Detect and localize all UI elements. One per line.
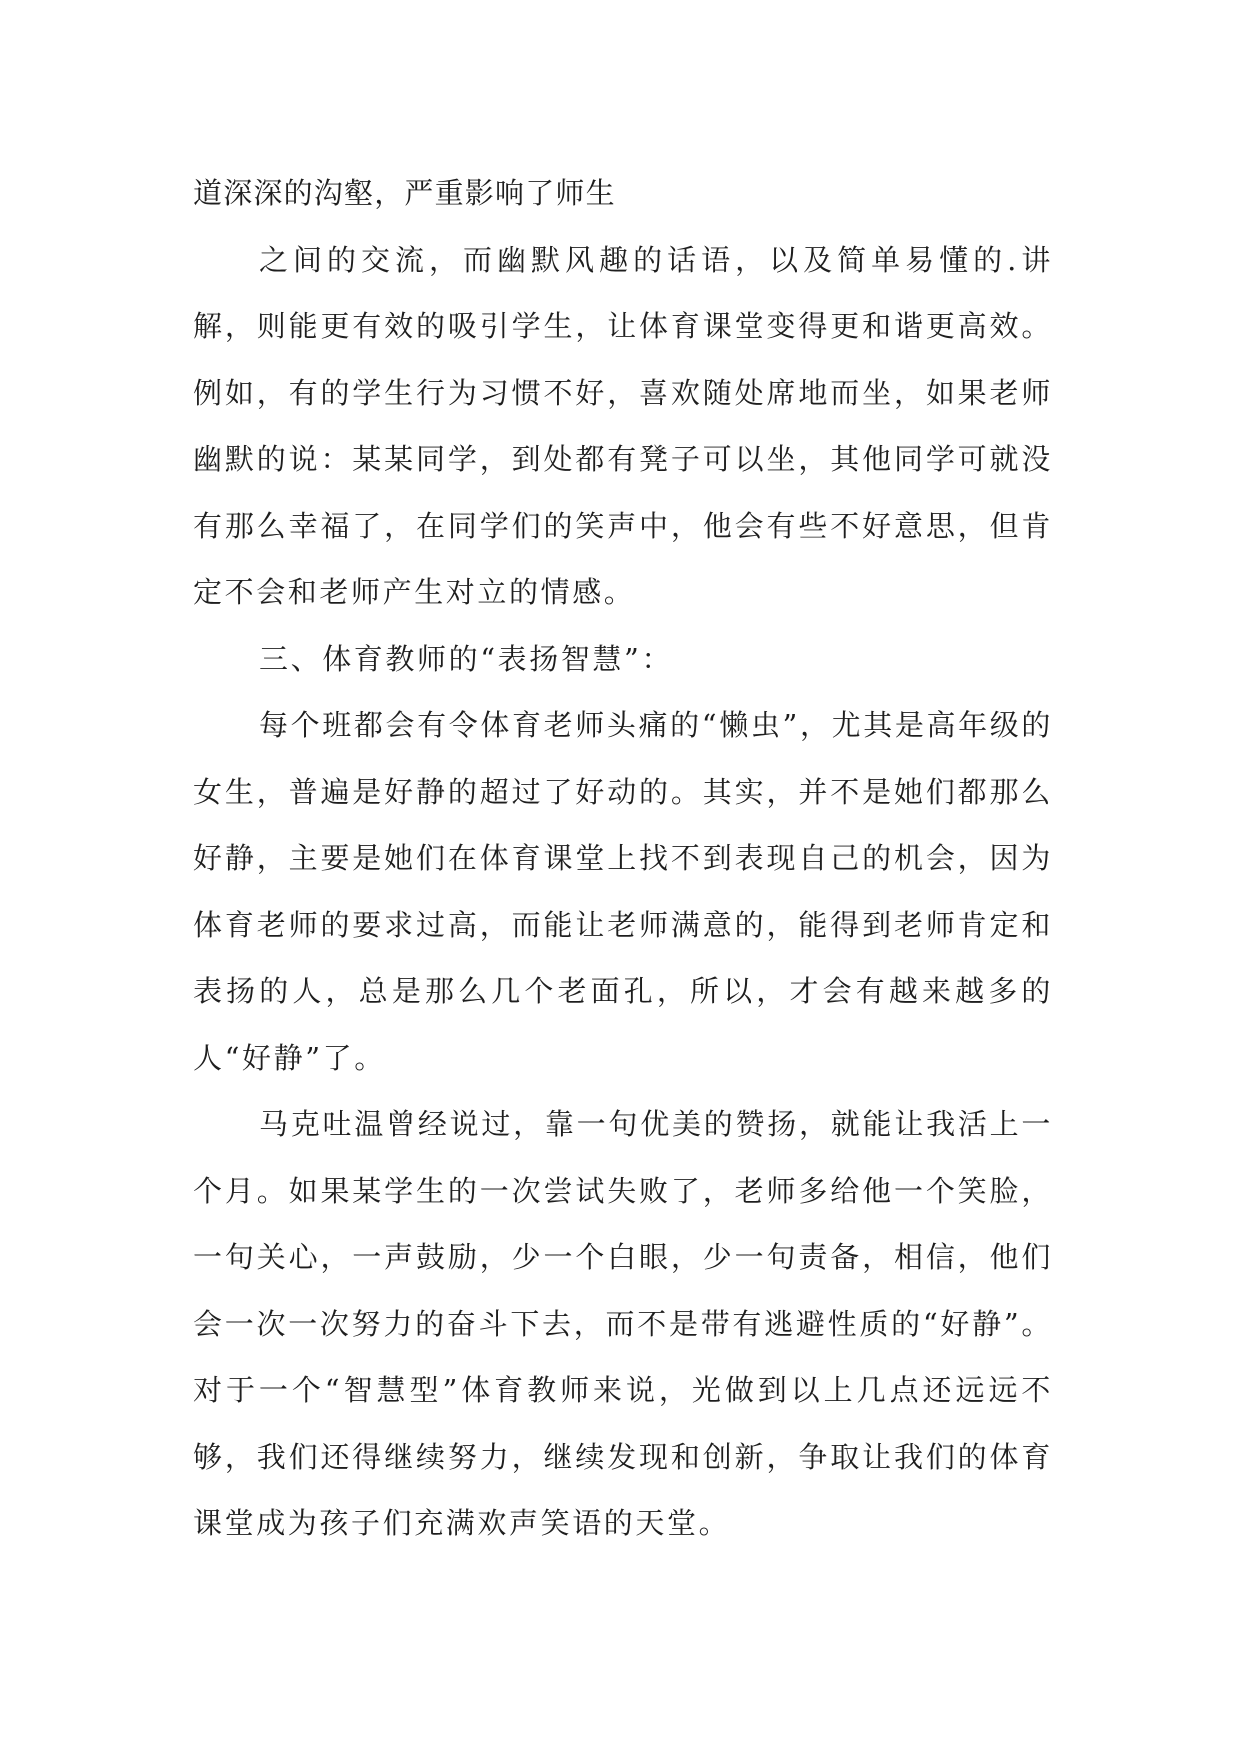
paragraph-mark-twain: 马克吐温曾经说过，靠一句优美的赞扬，就能让我活上一个月。如果某学生的一次尝试失败了，老师多给他一个笑脸，一句关心，一声鼓励，少一个白眼，少一句责备，相信，他们会一次一次努力的奋斗下去，而不是带有逃避性质的“好静”。对于一个“智慧型”体育教师来说，光做到以上几点还远远不够，我们还得继续努力，继续发现和创新，争取让我们的体育课堂成为孩子们充满欢声笑语的天堂。 [193,1107,1053,1540]
document-body [193,160,1053,1557]
section-heading-praise-wisdom: 三、体育教师的“表扬智慧”： [259,641,674,676]
paragraph-humor: 之间的交流，而幽默风趣的话语，以及简单易懂的.讲解，则能更有效的吸引学生，让体育课堂变得更和谐更高效。例如，有的学生行为习惯不好，喜欢随处席地而坐，如果老师幽默的说：某某同学，到处都有凳子可以坐，其他同学可就没有那么幸福了，在同学们的笑声中，他会有些不好意思，但肯定不会和老师产生对立的情感。 [193,242,1053,609]
paragraph-lazy-students: 每个班都会有令体育老师头痛的“懒虫”，尤其是高年级的女生，普遍是好静的超过了好动的。其实，并不是她们都那么好静，主要是她们在体育课堂上找不到表现自己的机会，因为体育老师的要求过高，而能让老师满意的，能得到老师肯定和表扬的人，总是那么几个老面孔，所以，才会有越来越多的人“好静”了。 [193,708,1053,1075]
paragraph-continuation: 道深深的沟壑，严重影响了师生 [193,176,616,210]
